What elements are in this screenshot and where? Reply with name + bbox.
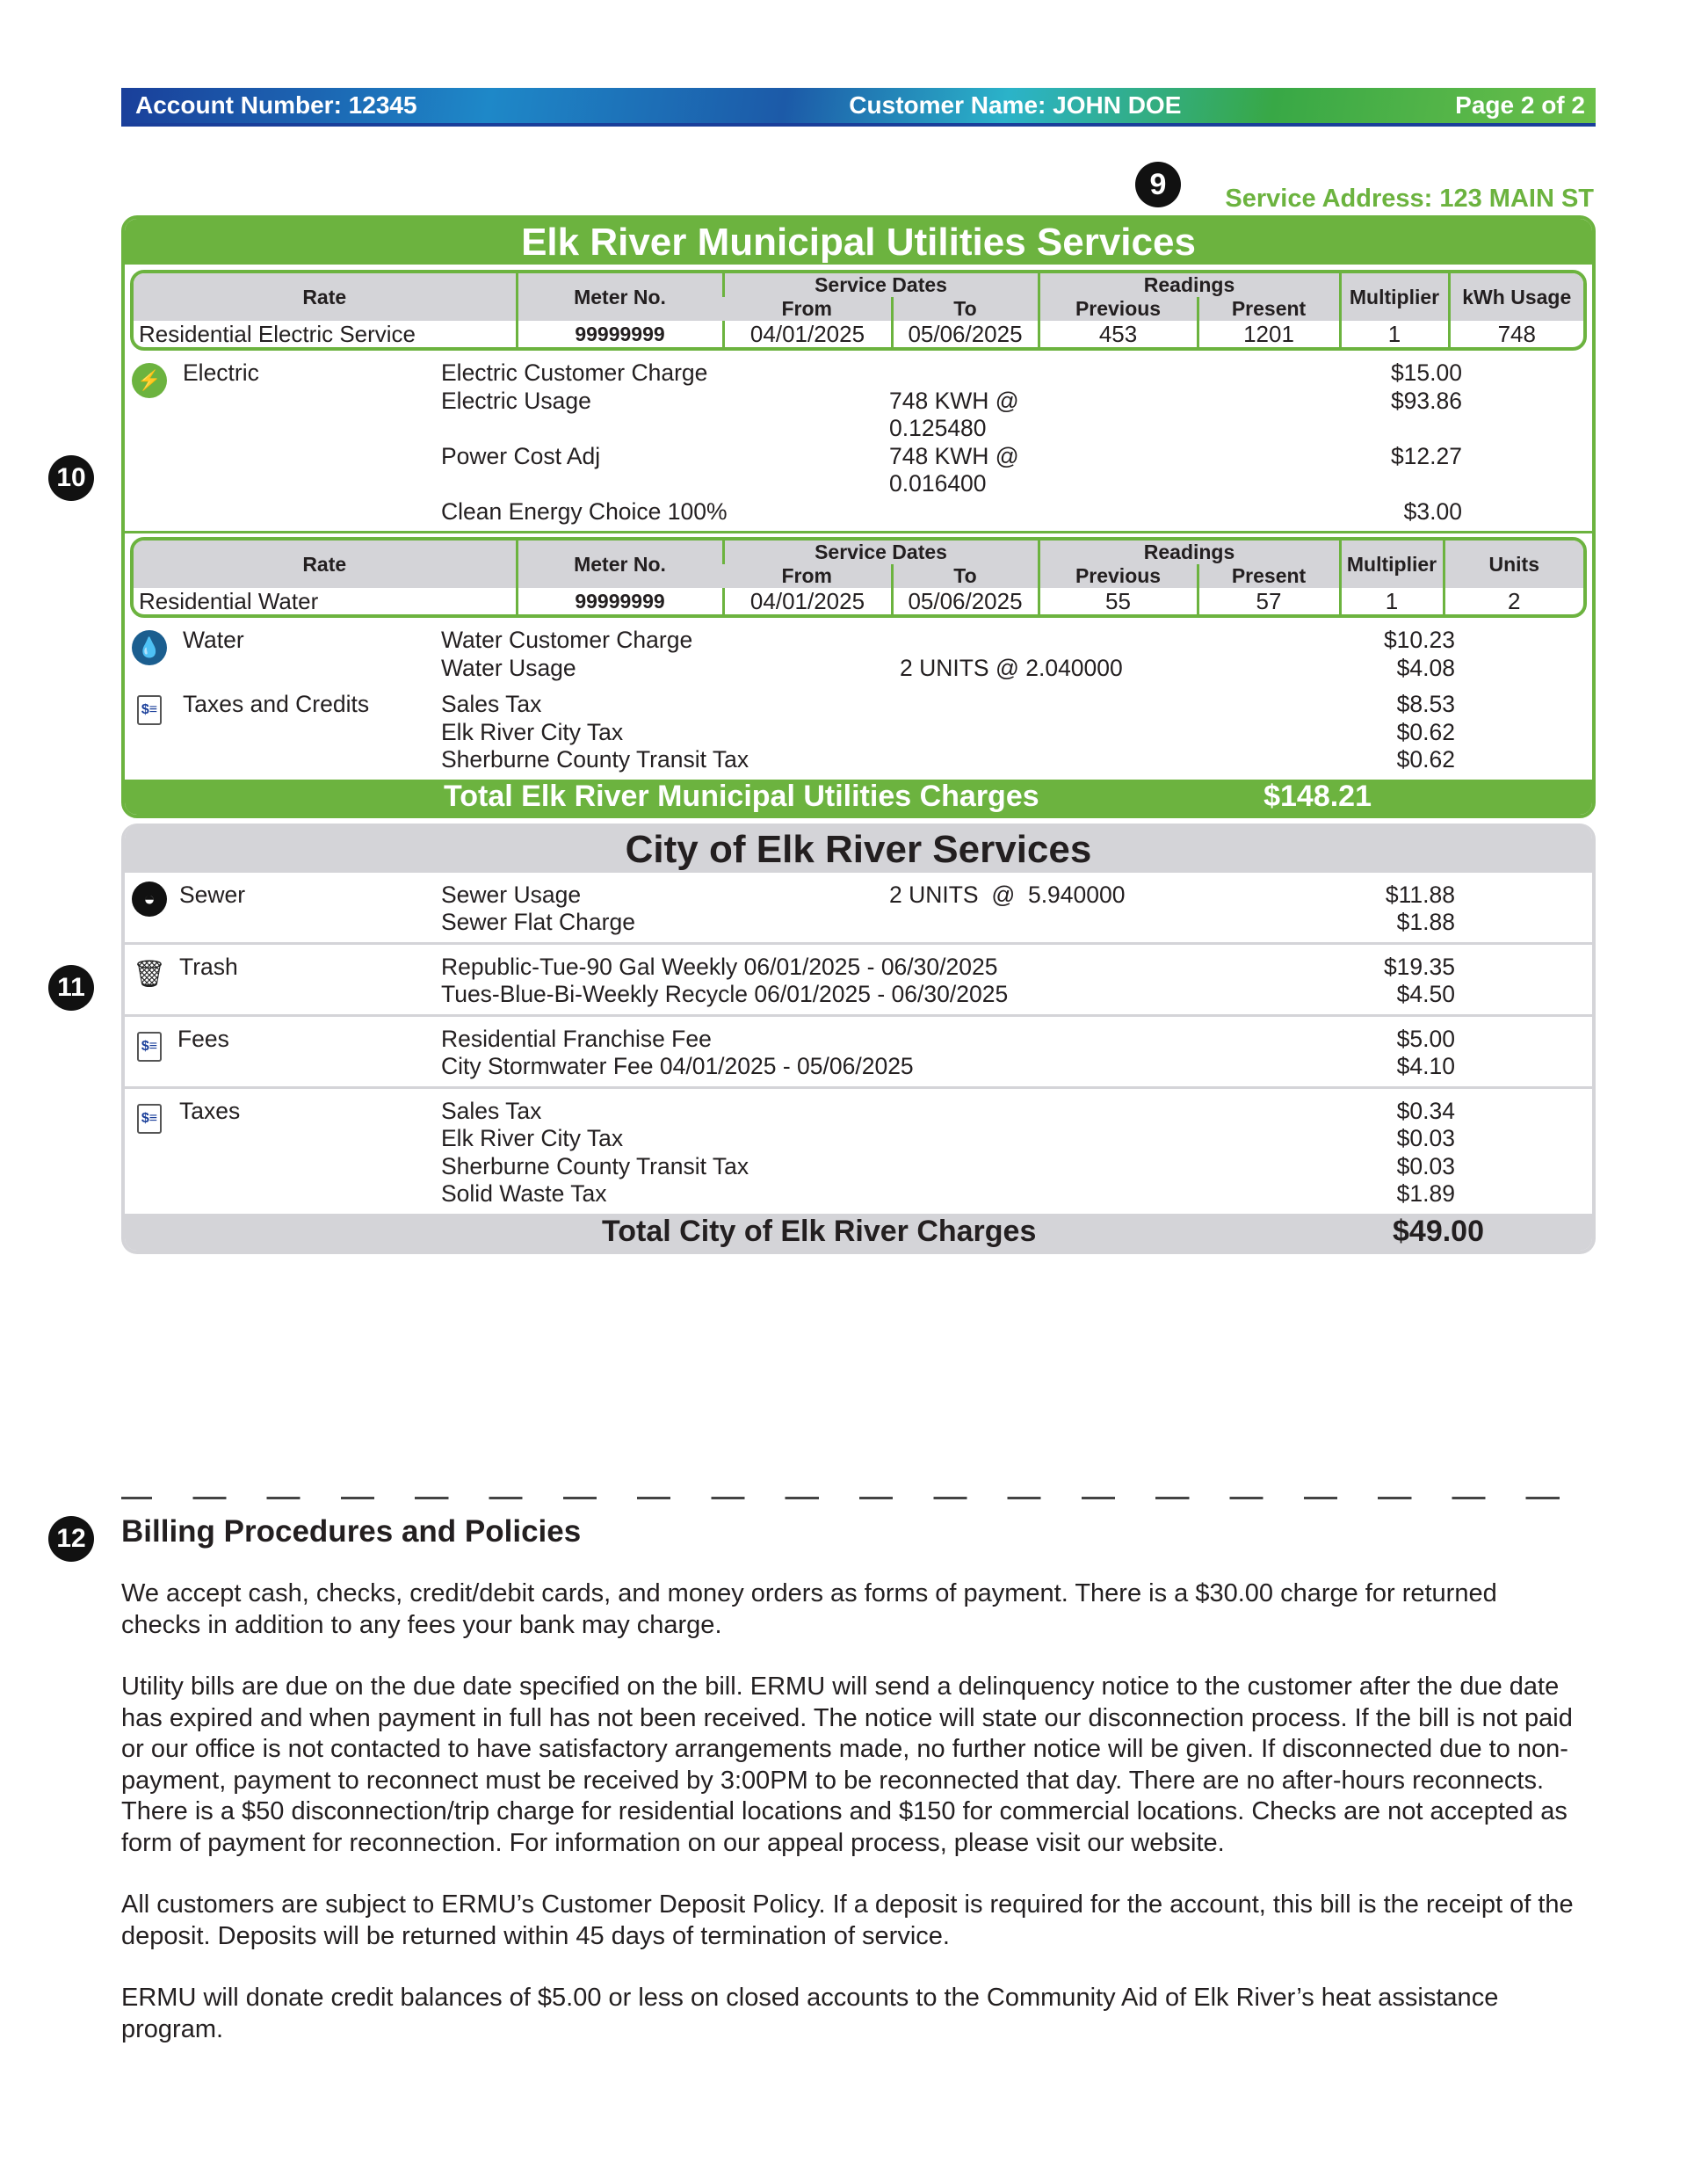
callout-badge-12: 12 <box>48 1516 94 1562</box>
section-label: Water <box>183 627 244 653</box>
line-amount: $0.03 <box>1396 1125 1455 1151</box>
line-amount: $10.23 <box>1383 627 1455 653</box>
multiplier: 1 <box>1340 321 1449 347</box>
list-item <box>125 388 1592 443</box>
policy-paragraph: All customers are subject to ERMU’s Customer Deposit Policy. If a deposit is required for the account, this bill is the receipt of the deposit. Deposits will be returned within 45 days of termination of service. <box>121 1890 1574 1950</box>
previous-reading: 453 <box>1039 321 1198 347</box>
col-present: Present <box>1198 297 1340 321</box>
policy-paragraph: ERMU will donate credit balances of $5.00 or less on closed accounts to the Community Aid of Elk River’s heat assistance program. <box>121 1984 1499 2043</box>
policy-paragraph: Utility bills are due on the due date specified on the bill. ERMU will send a delinquency notice to the customer after the due date has expired and when payment in full has not been received. The notice will state our disconnection process. If the bill is not paid or our office is not contacted to have satisfactory arrangements made, no further notice will be given. If disconnected due to non-payment, payment to reconnect must be received by 3:00PM to be reconnected that day. There are no after-hours reconnects. There is a $50 disconnection/trip charge for residential locations and $150 for commercial locations. Checks are not accepted as form of payment for reconnection. For information on our appeal process, please visit our website. <box>121 1672 1573 1857</box>
col-meter: Meter No. <box>517 273 723 321</box>
ermu-services-section <box>121 215 1596 818</box>
line-rate: 748 KWH @ 0.125480 <box>889 387 1019 441</box>
line-desc: Elk River City Tax <box>441 1125 624 1151</box>
electric-charges <box>125 351 1592 533</box>
line-amount: $0.34 <box>1396 1097 1455 1124</box>
callout-badge-10: 10 <box>48 455 94 501</box>
col-from: From <box>723 297 892 321</box>
services-stack <box>121 215 1596 1254</box>
col-multiplier: Multiplier <box>1340 273 1449 321</box>
city-title: City of Elk River Services <box>125 824 1592 873</box>
city-taxes <box>125 1086 1592 1214</box>
list-item <box>125 1053 1592 1081</box>
rate: Residential Electric Service <box>139 321 416 347</box>
trash-charges <box>125 942 1592 1014</box>
line-amount: $3.00 <box>1403 497 1462 525</box>
line-desc: Sewer Usage <box>441 881 582 908</box>
col-previous: Previous <box>1039 297 1198 321</box>
col-readings: Readings <box>1039 273 1340 297</box>
col-kwh: kWh Usage <box>1449 273 1583 321</box>
multiplier: 1 <box>1340 588 1444 614</box>
list-item <box>125 719 1592 747</box>
line-desc: Sherburne County Transit Tax <box>441 1152 749 1179</box>
section-label: Taxes and Credits <box>183 691 370 717</box>
line-amount: $12.27 <box>1390 442 1462 469</box>
line-desc: Sales Tax <box>441 691 542 717</box>
line-amount: $0.03 <box>1396 1152 1455 1179</box>
table-row <box>134 321 1583 347</box>
list-item <box>125 954 1592 982</box>
meter-number: 99999999 <box>517 588 723 614</box>
section-label: Sewer <box>179 881 246 908</box>
line-desc: Sherburne County Transit Tax <box>441 746 749 773</box>
col-meter: Meter No. <box>517 541 723 588</box>
list-item <box>125 443 1592 498</box>
section-label: Trash <box>179 953 238 980</box>
line-desc: Sewer Flat Charge <box>441 909 635 935</box>
line-rate <box>889 359 1118 388</box>
total-amount: $148.21 <box>1263 780 1372 813</box>
tear-line-divider <box>121 1497 1596 1499</box>
col-service-dates: Service Dates <box>723 273 1039 297</box>
col-units: Units <box>1444 541 1583 588</box>
list-item <box>125 1153 1592 1181</box>
trash-can-icon: 🗑 <box>132 959 167 989</box>
col-to: To <box>892 564 1039 588</box>
water-drop-icon: 💧 <box>132 630 167 665</box>
col-multiplier: Multiplier <box>1340 541 1444 588</box>
line-desc: Electric Customer Charge <box>441 359 708 386</box>
line-desc: Republic-Tue-90 Gal Weekly 06/01/2025 - 06/30/2025 <box>441 953 998 980</box>
line-amount: $4.50 <box>1396 981 1455 1007</box>
col-readings: Readings <box>1039 541 1340 564</box>
total-label: Total Elk River Municipal Utilities Charges <box>444 780 1039 813</box>
total-label: Total City of Elk River Charges <box>602 1215 1037 1248</box>
fee-document-icon: $≡ <box>132 1029 167 1064</box>
water-charges <box>125 618 1592 687</box>
to-date: 05/06/2025 <box>892 588 1039 614</box>
line-amount: $11.88 <box>1385 881 1455 908</box>
list-item <box>125 746 1592 774</box>
account-number: Account Number: 12345 <box>135 91 417 119</box>
line-amount: $0.62 <box>1396 718 1455 745</box>
line-amount: $0.62 <box>1396 746 1455 773</box>
table-row <box>134 588 1583 614</box>
page-number: Page 2 of 2 <box>1455 91 1585 119</box>
line-amount: $93.86 <box>1390 387 1462 414</box>
water-meter-table <box>130 537 1587 618</box>
meter-number: 99999999 <box>517 321 723 347</box>
section-label: Electric <box>183 359 259 386</box>
total-amount: $49.00 <box>1393 1215 1484 1248</box>
list-item <box>125 627 1592 655</box>
callout-badge-11: 11 <box>48 965 94 1011</box>
line-amount: $4.08 <box>1396 654 1455 681</box>
line-desc: Solid Waste Tax <box>441 1180 607 1207</box>
line-desc: Electric Usage <box>441 387 591 414</box>
line-desc: City Stormwater Fee 04/01/2025 - 05/06/2025 <box>441 1053 914 1079</box>
line-amount: $19.35 <box>1383 953 1455 980</box>
list-item <box>125 1026 1592 1054</box>
line-desc: Tues-Blue-Bi-Weekly Recycle 06/01/2025 - 06/30/2025 <box>441 981 1009 1007</box>
account-header-band <box>121 88 1596 127</box>
tax-document-icon: $≡ <box>132 1101 167 1136</box>
list-item <box>125 981 1592 1009</box>
city-services-section <box>121 824 1596 1254</box>
line-amount: $15.00 <box>1390 359 1462 386</box>
line-amount: $5.00 <box>1396 1025 1455 1052</box>
from-date: 04/01/2025 <box>723 321 892 347</box>
col-rate: Rate <box>134 541 517 588</box>
sewer-charges <box>125 873 1592 942</box>
line-desc: Water Usage <box>441 654 576 681</box>
line-amount: $1.89 <box>1396 1180 1455 1207</box>
line-rate: 748 KWH @ 0.016400 <box>889 442 1019 497</box>
line-desc: Sales Tax <box>441 1097 542 1124</box>
line-rate: 2 UNITS @ 2.040000 <box>900 654 1123 681</box>
ermu-total-row <box>125 780 1592 815</box>
line-desc: Clean Energy Choice 100% <box>441 497 728 525</box>
col-previous: Previous <box>1039 564 1198 588</box>
line-desc: Residential Franchise Fee <box>441 1025 712 1052</box>
list-item <box>125 498 1592 526</box>
taxes-and-credits <box>125 687 1592 780</box>
line-amount: $4.10 <box>1396 1053 1455 1079</box>
electric-meter-table <box>130 270 1587 351</box>
to-date: 05/06/2025 <box>892 321 1039 347</box>
present-reading: 57 <box>1198 588 1340 614</box>
previous-reading: 55 <box>1039 588 1198 614</box>
line-desc: Power Cost Adj <box>441 442 601 469</box>
line-amount: $8.53 <box>1396 691 1455 717</box>
service-address: Service Address: 123 MAIN ST <box>1225 185 1594 213</box>
list-item <box>125 909 1592 937</box>
col-from: From <box>723 564 892 588</box>
section-label: Taxes <box>179 1097 241 1124</box>
list-item <box>125 1098 1592 1126</box>
callout-badge-9: 9 <box>1135 162 1181 207</box>
col-service-dates: Service Dates <box>723 541 1039 564</box>
line-amount: $1.88 <box>1396 909 1455 935</box>
line-rate: 2 UNITS @ 5.940000 <box>889 881 1126 908</box>
sewer-icon: ◒ <box>132 882 167 917</box>
billing-policies <box>121 1512 1580 2076</box>
present-reading: 1201 <box>1198 321 1340 347</box>
line-desc: Elk River City Tax <box>441 718 624 745</box>
city-total-row <box>125 1214 1592 1251</box>
from-date: 04/01/2025 <box>723 588 892 614</box>
ermu-title: Elk River Municipal Utilities Services <box>125 219 1592 265</box>
tax-document-icon: $≡ <box>132 693 167 728</box>
kwh-usage: 748 <box>1449 321 1583 347</box>
col-to: To <box>892 297 1039 321</box>
col-rate: Rate <box>134 273 517 321</box>
line-desc: Water Customer Charge <box>441 627 693 653</box>
col-present: Present <box>1198 564 1340 588</box>
customer-name: Customer Name: JOHN DOE <box>849 91 1182 119</box>
list-item <box>125 1125 1592 1153</box>
lightning-icon: ⚡ <box>132 363 167 398</box>
units: 2 <box>1444 588 1583 614</box>
list-item <box>125 655 1592 683</box>
line-rate <box>889 498 1118 526</box>
section-label: Fees <box>177 1025 229 1052</box>
list-item <box>125 882 1592 910</box>
line-rate <box>889 627 1118 655</box>
list-item <box>125 359 1592 388</box>
list-item <box>125 1180 1592 1208</box>
policies-title: Billing Procedures and Policies <box>121 1514 582 1549</box>
rate: Residential Water <box>139 588 319 614</box>
fees-charges <box>125 1014 1592 1086</box>
policy-paragraph: We accept cash, checks, credit/debit cards, and money orders as forms of payment. There is a $30.00 charge for returned checks in addition to any fees your bank may charge. <box>121 1579 1497 1639</box>
